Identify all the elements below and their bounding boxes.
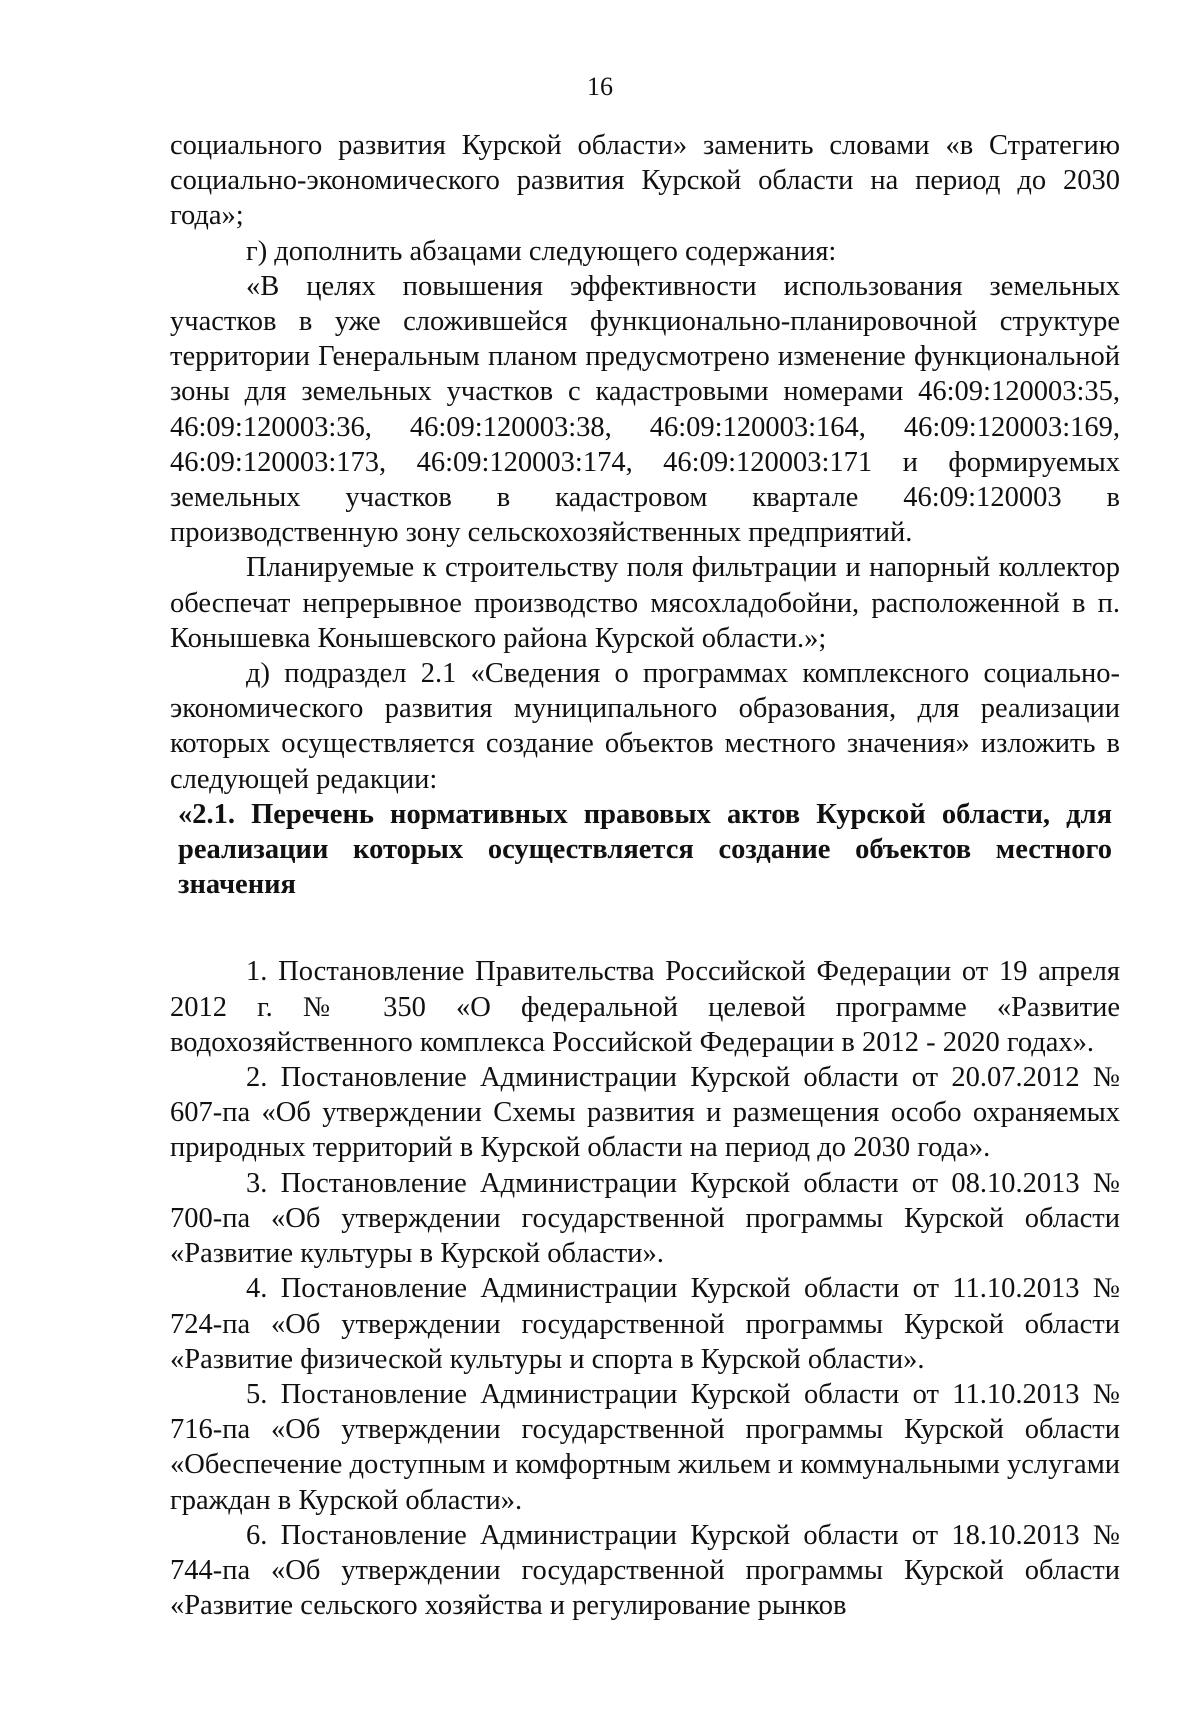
paragraph-quote-land-plots: «В целях повышения эффективности использования земельных участков в уже сложившейся функционально-планировочной структуре территории Генеральным планом предусмотрено изменение функциональной зоны для земельных участков с кадастровыми номерами 46:09:120003:35, 46:09:120003:36, 46:09:120003:38, 46:09:120003:164, 46:09:120003:169, 46:09:120003:173, 46:09:120003:174, 46:09:120003:171 и формируемых земельных участков в кадастровом квартале 46:09:120003 в производственную зону сельскохозяйственных предприятий. <box>170 270 1120 549</box>
paragraph-item-d: д) подраздел 2.1 «Сведения о программах комплексного социально-экономического развития муниципального образования, для реализации которых осуществляется создание объектов местного значения» изложить в следующей редакции: <box>170 658 1120 795</box>
paragraph-continuation: социального развития Курской области» заменить словами «в Стратегию социально-экономического развития Курской области на период до 2030 года»; <box>170 130 1120 232</box>
paragraph-filtration-fields: Планируемые к строительству поля фильтрации и напорный коллектор обеспечат непрерывное производство мясохладобойни, расположенной в п. Конышевка Конышевского района Курской области.»; <box>170 552 1120 654</box>
page-number: 16 <box>587 72 613 101</box>
list-item: 4. Постановление Администрации Курской области от 11.10.2013 № 724-па «Об утверждении государственной программы Курской области «Развитие физической культуры и спорта в Курской области». <box>170 1273 1120 1375</box>
list-item: 6. Постановление Администрации Курской области от 18.10.2013 № 744-па «Об утверждении государственной программы Курской области «Развитие сельского хозяйства и регулирование рынков <box>170 1519 1120 1622</box>
list-item: 3. Постановление Администрации Курской области от 08.10.2013 № 700-па «Об утверждении государственной программы Курской области «Развитие культуры в Курской области». <box>170 1167 1120 1270</box>
paragraph-item-g: г) дополнить абзацами следующего содержания: <box>246 235 837 267</box>
section-heading: «2.1. Перечень нормативных правовых актов Курской области, для реализации которых осуществляется создание объектов местного значения <box>178 798 1112 901</box>
list-item: 2. Постановление Администрации Курской области от 20.07.2012 № 607-па «Об утверждении Схемы развития и размещения особо охраняемых природных территорий в Курской области на период до 2030 года». <box>170 1062 1120 1164</box>
spacer <box>170 902 1120 954</box>
list-item: 1. Постановление Правительства Российской Федерации от 19 апреля 2012 г. № 350 «О федеральной целевой программе «Развитие водохозяйственного комплекса Российской Федерации в 2012 - 2020 годах». <box>170 956 1120 1058</box>
list-item: 5. Постановление Администрации Курской области от 11.10.2013 № 716-па «Об утверждении государственной программы Курской области «Обеспечение доступным и комфортным жильем и коммунальными услугами граждан в Курской области». <box>170 1378 1120 1516</box>
document-body <box>170 128 1120 1623</box>
